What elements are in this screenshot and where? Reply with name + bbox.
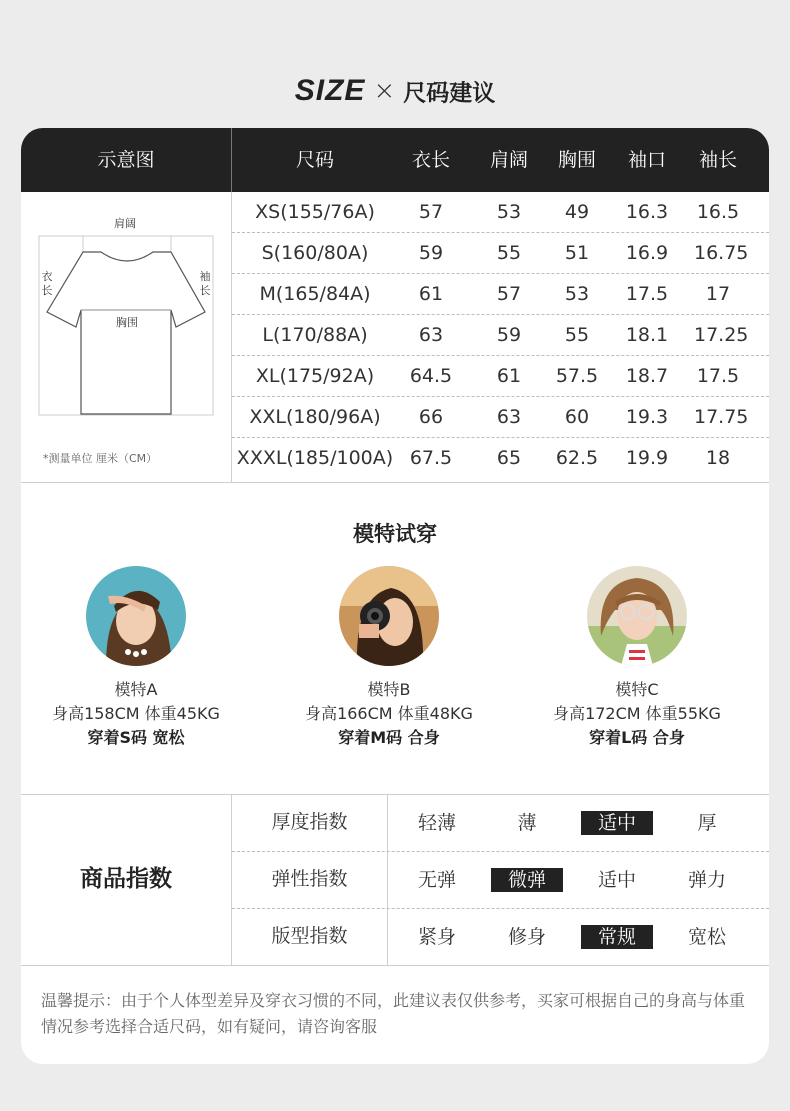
title-size: SIZE [294, 74, 366, 107]
table-bottom-line [21, 482, 769, 483]
table-row [232, 192, 769, 233]
cell-chest: 51 [564, 242, 590, 264]
cell-length: 67.5 [409, 447, 453, 469]
cell-chest: 55 [564, 324, 590, 346]
cell-chest: 60 [564, 406, 590, 428]
index-option: 薄 [517, 812, 537, 834]
index-dash-2 [232, 908, 769, 909]
table-row [232, 356, 769, 397]
index-dash-1 [232, 851, 769, 852]
index-option-selected: 适中 [581, 811, 653, 835]
cell-length: 63 [418, 324, 444, 346]
tshirt-diagram [21, 192, 231, 482]
cell-sleeve: 17.75 [694, 406, 749, 428]
cell-sleeve: 16.75 [694, 242, 749, 264]
header-diagram: 示意图 [97, 149, 155, 171]
cell-size: L(170/88A) [262, 324, 368, 346]
cell-length: 61 [418, 283, 444, 305]
label-length-2: 长 [41, 284, 53, 297]
table-row [232, 274, 769, 315]
model-name: 模特A [114, 680, 158, 699]
cell-chest: 49 [564, 201, 590, 223]
cell-cuff: 16.9 [625, 242, 669, 264]
cell-sleeve: 17 [705, 283, 731, 305]
header-shoulder: 肩阔 [489, 149, 528, 171]
avatar [86, 566, 186, 666]
unit-note: *测量单位 厘米（CM） [43, 452, 158, 465]
index-name: 弹性指数 [271, 868, 348, 890]
cell-sleeve: 17.25 [694, 324, 749, 346]
table-row [232, 233, 769, 274]
index-bottom-line [21, 965, 769, 966]
cell-sleeve: 18 [705, 447, 731, 469]
model-name: 模特C [615, 680, 659, 699]
index-option: 紧身 [417, 926, 456, 948]
cell-length: 64.5 [409, 365, 453, 387]
cell-size: XXL(180/96A) [249, 406, 381, 428]
cell-chest: 53 [564, 283, 590, 305]
size-card [21, 128, 769, 1064]
cell-shoulder: 53 [496, 201, 522, 223]
cell-shoulder: 59 [496, 324, 522, 346]
cell-cuff: 19.9 [625, 447, 669, 469]
index-option: 厚 [697, 812, 717, 834]
title-cn: 尺码建议 [403, 80, 496, 107]
index-option-selected: 常规 [581, 925, 653, 949]
label-length-1: 衣 [41, 270, 53, 283]
label-chest: 胸围 [116, 316, 138, 329]
model-wear: 穿着S码 宽松 [87, 728, 185, 747]
cell-shoulder: 65 [496, 447, 522, 469]
index-option: 适中 [597, 869, 636, 891]
model-wear: 穿着L码 合身 [589, 728, 685, 747]
cell-shoulder: 55 [496, 242, 522, 264]
table-row [232, 397, 769, 438]
tshirt-diagram-svg [21, 192, 231, 482]
index-row [232, 908, 769, 965]
tip-text: 温馨提示：由于个人体型差异及穿衣习惯的不同，此建议表仅供参考，买家可根据自己的身高与体重情况参考选择合适尺码，如有疑问，请咨询客服 [41, 991, 746, 1036]
index-option-selected: 微弹 [491, 868, 563, 892]
cell-chest: 57.5 [555, 365, 599, 387]
header-size: 尺码 [295, 149, 334, 171]
models-title: 模特试穿 [353, 522, 437, 546]
cell-sleeve: 17.5 [696, 365, 740, 387]
table-header [21, 128, 769, 192]
header-chest: 胸围 [557, 149, 596, 171]
label-sleeve-1: 袖 [199, 270, 211, 283]
table-row [232, 438, 769, 479]
model-stats: 身高172CM 体重55KG [553, 704, 721, 723]
header-sleeve: 袖长 [698, 149, 737, 171]
avatar [587, 566, 687, 666]
header-length: 衣长 [411, 149, 450, 171]
cell-sleeve: 16.5 [696, 201, 740, 223]
tshirt-outline [47, 252, 205, 414]
cell-cuff: 17.5 [625, 283, 669, 305]
cell-chest: 62.5 [555, 447, 599, 469]
avatar [339, 566, 439, 666]
cell-length: 57 [418, 201, 444, 223]
cell-shoulder: 61 [496, 365, 522, 387]
model-b [274, 566, 504, 750]
model-wear: 穿着M码 合身 [338, 728, 440, 747]
cell-size: S(160/80A) [261, 242, 369, 264]
table-row [232, 315, 769, 356]
index-option: 弹力 [687, 869, 726, 891]
cell-length: 59 [418, 242, 444, 264]
model-stats: 身高158CM 体重45KG [52, 704, 220, 723]
cell-cuff: 18.1 [625, 324, 669, 346]
cell-cuff: 16.3 [625, 201, 669, 223]
size-rows [232, 192, 769, 479]
title-x: × [373, 76, 396, 106]
cell-size: XL(175/92A) [255, 365, 375, 387]
index-option: 宽松 [687, 926, 726, 948]
model-name: 模特B [367, 680, 411, 699]
cell-cuff: 18.7 [625, 365, 669, 387]
index-row [232, 851, 769, 908]
index-option: 无弹 [417, 869, 456, 891]
index-option: 轻薄 [417, 812, 456, 834]
cell-size: XS(155/76A) [255, 201, 375, 223]
index-name: 厚度指数 [271, 811, 348, 833]
index-option: 修身 [507, 926, 546, 948]
model-c [522, 566, 752, 750]
index-label: 商品指数 [80, 866, 172, 892]
cell-length: 66 [418, 406, 444, 428]
cell-cuff: 19.3 [625, 406, 669, 428]
label-shoulder: 肩阔 [114, 217, 136, 230]
cell-shoulder: 63 [496, 406, 522, 428]
cell-size: XXXL(185/100A) [236, 447, 394, 469]
header-cuff: 袖口 [627, 149, 666, 171]
index-row [232, 794, 769, 851]
cell-shoulder: 57 [496, 283, 522, 305]
page-title [0, 74, 790, 110]
model-stats: 身高166CM 体重48KG [305, 704, 473, 723]
cell-size: M(165/84A) [259, 283, 371, 305]
model-a [21, 566, 251, 750]
index-name: 版型指数 [271, 925, 348, 947]
label-sleeve-2: 长 [199, 284, 211, 297]
